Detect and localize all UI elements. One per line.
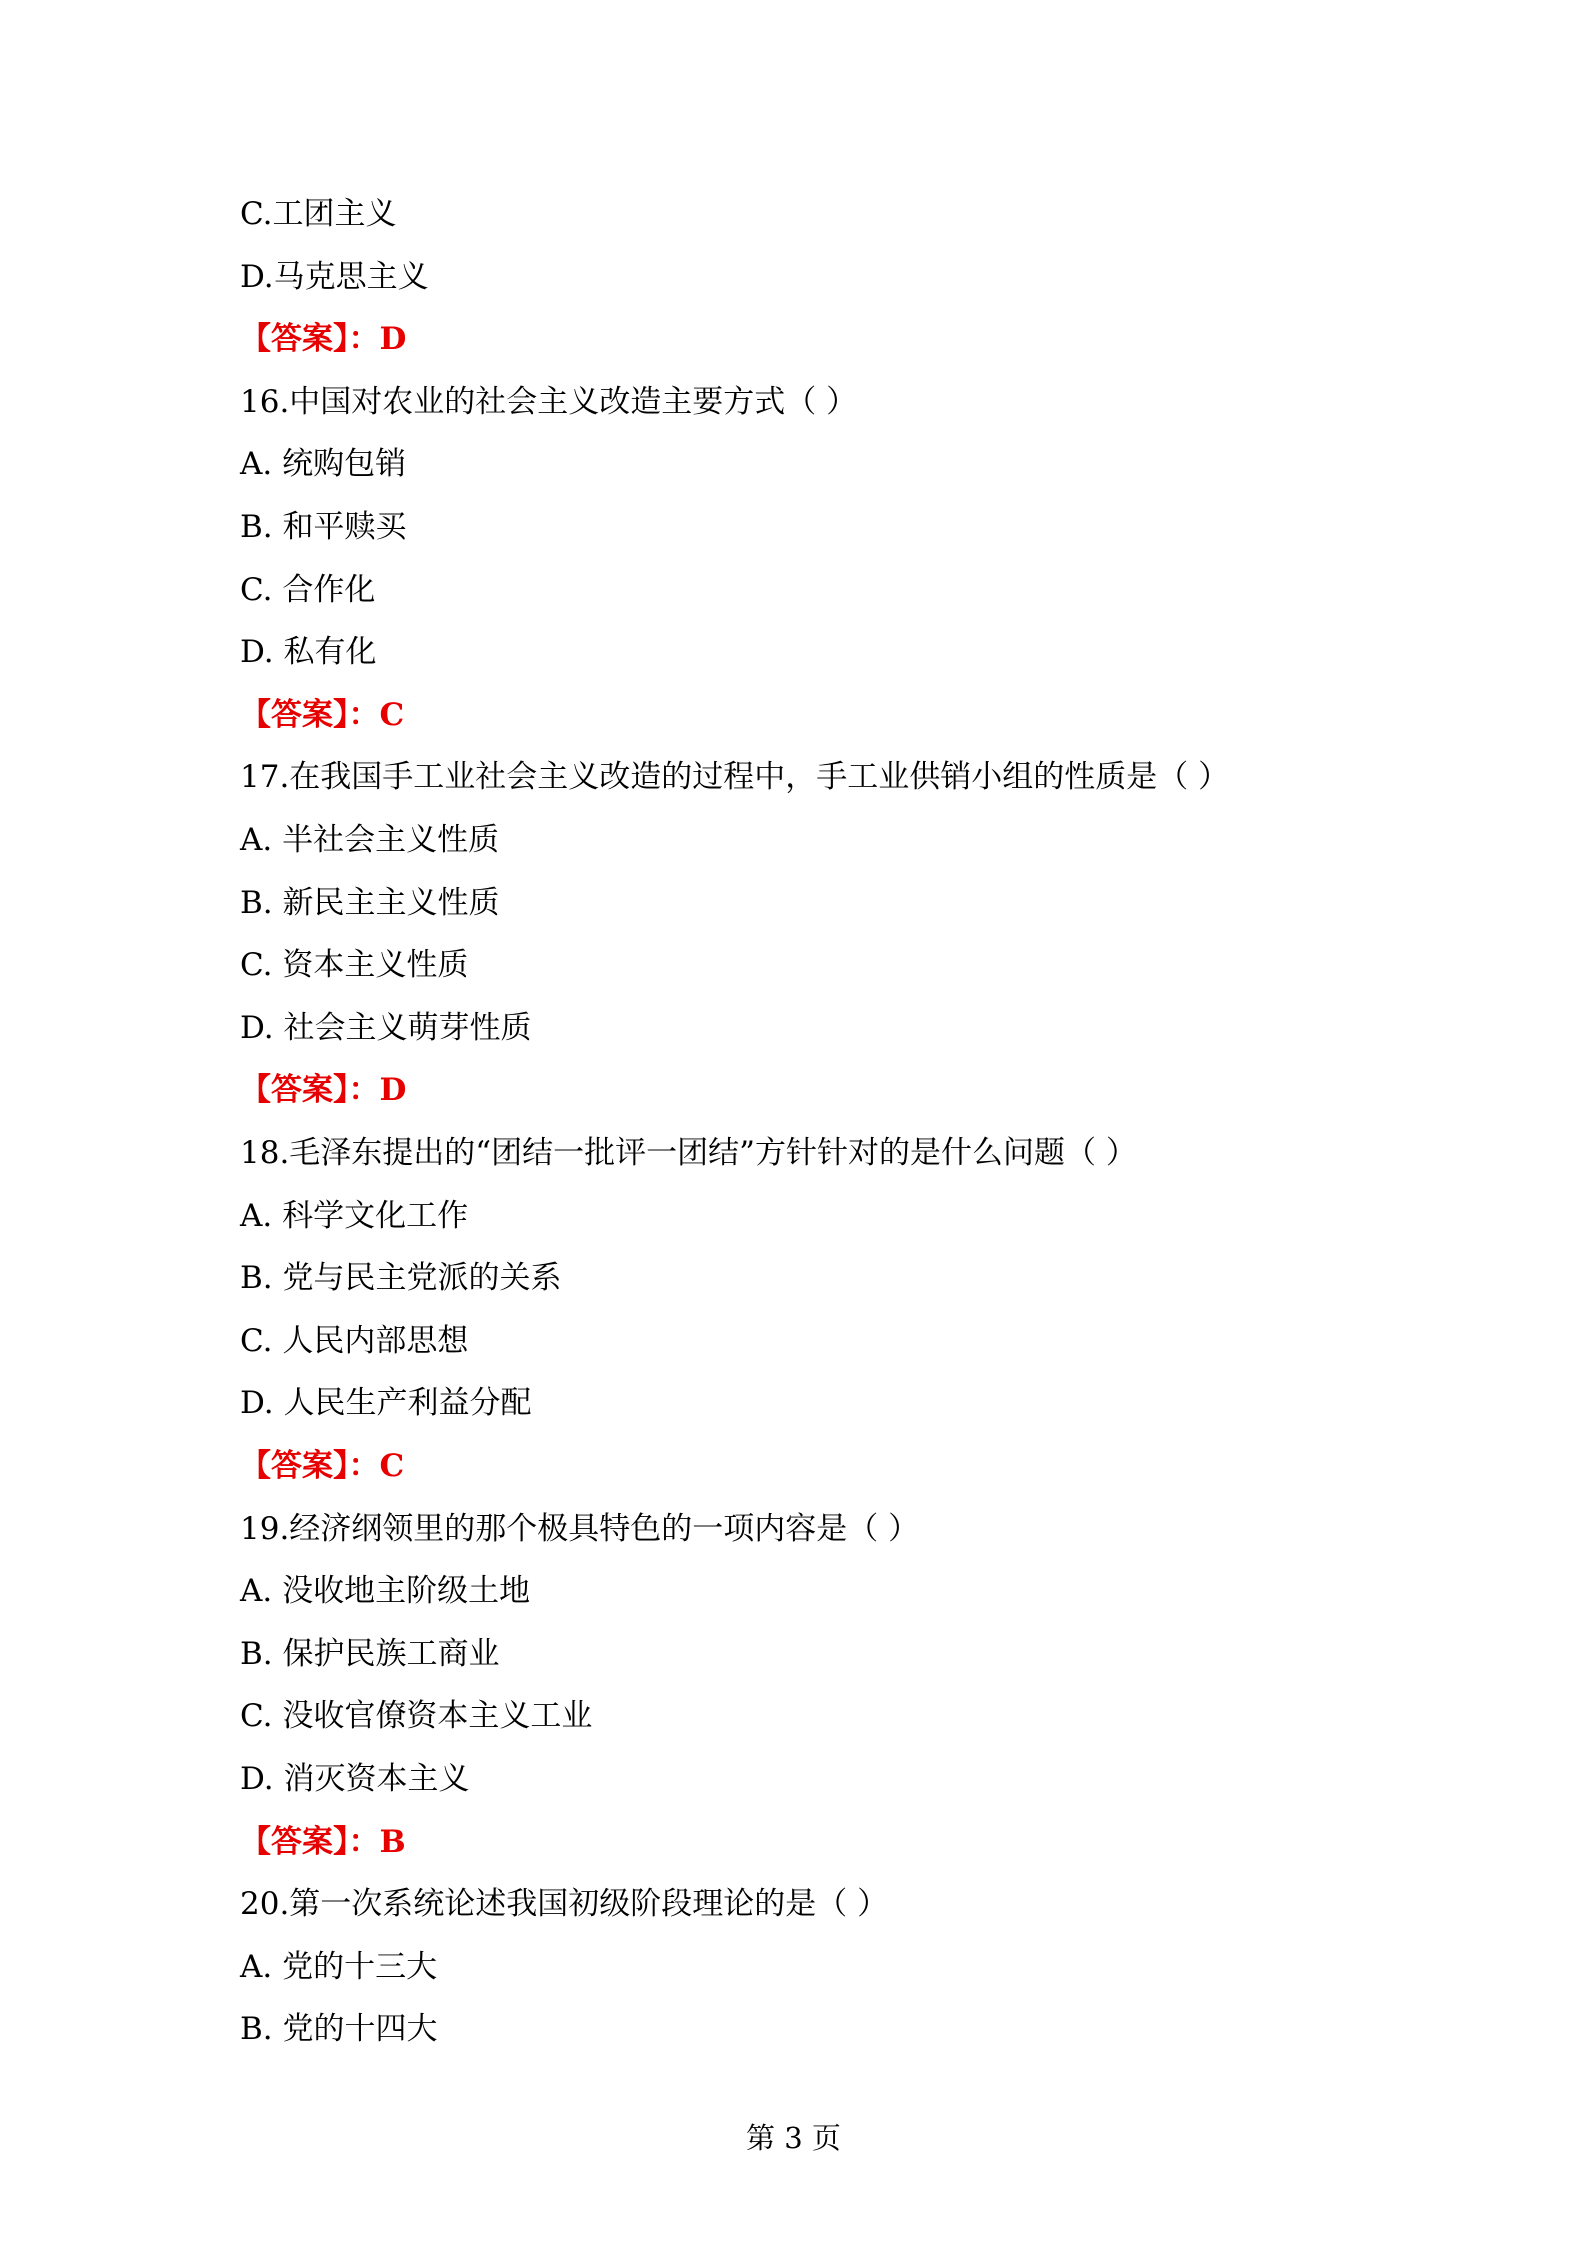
page-number: 第 3 页 [746,2121,841,2155]
option-line: C.工团主义 [240,196,397,232]
question-line: 17.在我国手工业社会主义改造的过程中，手工业供销小组的性质是（ ） [240,759,1230,795]
option-line: A. 统购包销 [240,446,407,482]
option-line: B. 和平赎买 [240,509,407,545]
option-line: D. 私有化 [240,634,377,670]
question-line: 19.经济纲领里的那个极具特色的一项内容是（ ） [240,1511,920,1547]
answer-line: 【答案】：B [240,1824,406,1860]
answer-line: 【答案】：C [240,697,405,733]
option-line: B. 新民主主义性质 [240,885,500,921]
option-line: A. 科学文化工作 [240,1198,469,1234]
question-line: 20.第一次系统论述我国初级阶段理论的是（ ） [240,1886,889,1922]
option-line: B. 党与民主党派的关系 [240,1260,562,1296]
question-line: 18.毛泽东提出的“团结一批评一团结”方针针对的是什么问题（ ） [240,1135,1137,1171]
option-line: C. 合作化 [240,572,376,608]
option-line: B. 保护民族工商业 [240,1636,500,1672]
option-line: A. 没收地主阶级土地 [240,1573,531,1609]
option-line: A. 党的十三大 [240,1949,438,1985]
answer-line: 【答案】：C [240,1448,405,1484]
option-line: D. 人民生产利益分配 [240,1385,532,1421]
option-line: C. 资本主义性质 [240,947,469,983]
option-line: D.马克思主义 [240,259,429,295]
option-line: D. 社会主义萌芽性质 [240,1010,532,1046]
option-line: C. 没收官僚资本主义工业 [240,1698,593,1734]
answer-line: 【答案】：D [240,321,407,357]
option-line: C. 人民内部思想 [240,1323,469,1359]
option-line: A. 半社会主义性质 [240,822,500,858]
option-line: B. 党的十四大 [240,2011,438,2047]
option-line: D. 消灭资本主义 [240,1761,470,1797]
question-line: 16.中国对农业的社会主义改造主要方式（ ） [240,384,858,420]
answer-line: 【答案】：D [240,1072,407,1108]
